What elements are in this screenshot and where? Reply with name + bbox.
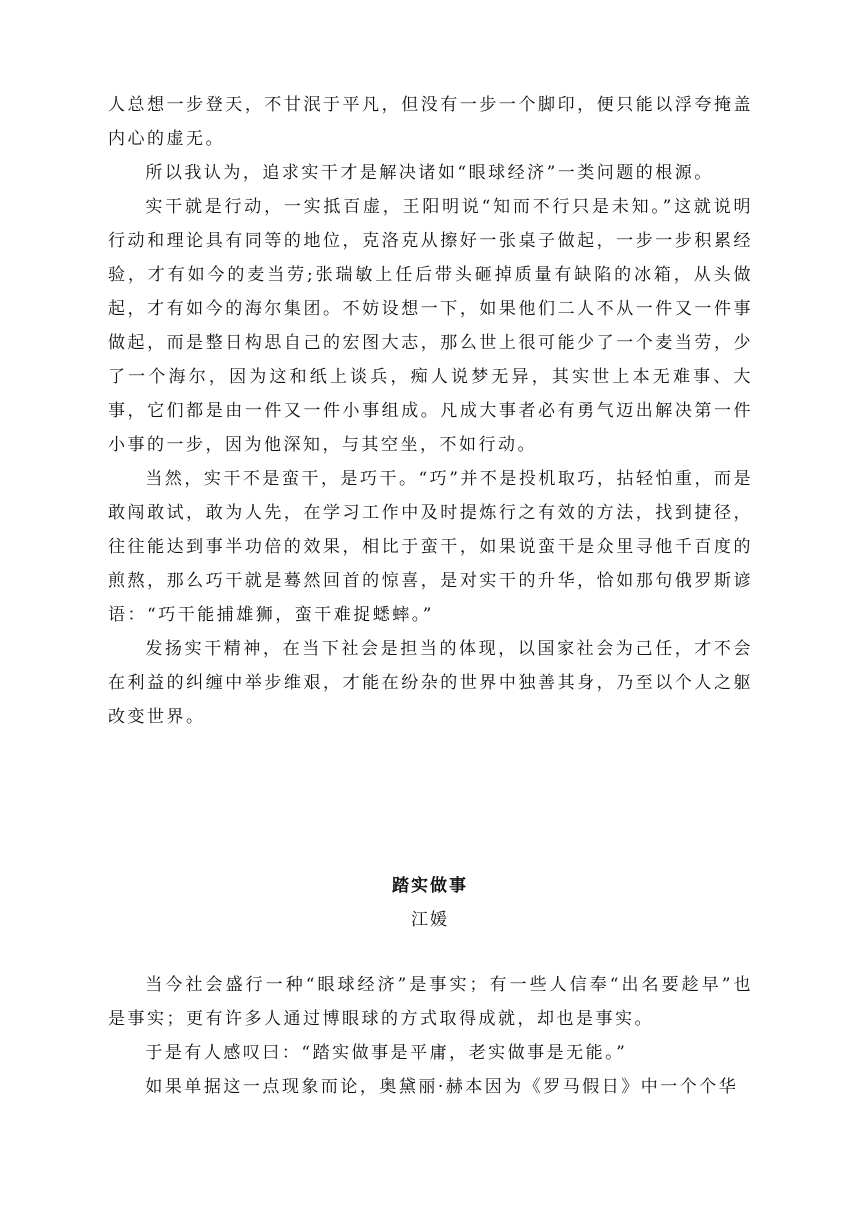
essay-author: 江媛 bbox=[411, 910, 449, 930]
paragraph: 当今社会盛行一种“眼球经济”是事实；有一些人信奉“出名要趁早”也是事实；更有许多人通过博眼球的方式取得成就，却也是事实。 bbox=[108, 975, 753, 1029]
essay-one-body bbox=[108, 88, 753, 734]
paragraph: 所以我认为，追求实干才是解决诸如“眼球经济”一类问题的根源。 bbox=[145, 163, 714, 183]
paragraph: 实干就是行动，一实抵百虚，王阳明说“知而不行只是未知。”这就说明行动和理论具有同等的地位，克洛克从擦好一张桌子做起，一步一步积累经验，才有如今的麦当劳;张瑞敏上任后带头砸掉质量有缺陷的冰箱，从头做起，才有如今的海尔集团。不妨设想一下，如果他们二人不从一件又一件事做起，而是整日构思自己的宏图大志，那么世上很可能少了一个麦当劳，少了一个海尔，因为这和纸上谈兵，痴人说梦无异，其实世上本无难事、大事，它们都是由一件又一件小事组成。凡成大事者必有勇气迈出解决第一件小事的一步，因为他深知，与其空坐，不如行动。 bbox=[108, 197, 753, 455]
essay-two-body bbox=[108, 968, 753, 1104]
paragraph: 于是有人感叹曰：“踏实做事是平庸，老实做事是无能。” bbox=[145, 1043, 628, 1063]
essay-title: 踏实做事 bbox=[392, 876, 468, 896]
paragraph-continuation: 人总想一步登天，不甘泯于平凡，但没有一步一个脚印，便只能以浮夸掩盖内心的虚无。 bbox=[108, 95, 753, 149]
paragraph: 发扬实干精神，在当下社会是担当的体现，以国家社会为己任，才不会在利益的纠缠中举步维艰，才能在纷杂的世界中独善其身，乃至以个人之躯改变世界。 bbox=[108, 639, 753, 727]
paragraph: 如果单据这一点现象而论，奥黛丽·赫本因为《罗马假日》中一个个华 bbox=[145, 1077, 739, 1097]
paragraph: 当然，实干不是蛮干，是巧干。“巧”并不是投机取巧，拈轻怕重，而是敢闯敢试，敢为人先，在学习工作中及时提炼行之有效的方法，找到捷径，往往能达到事半功倍的效果，相比于蛮干，如果说蛮干是众里寻他千百度的煎熬，那么巧干就是蓦然回首的惊喜，是对实干的升华，恰如那句俄罗斯谚语：“巧干能捕雄狮，蛮干难捉蟋蟀。” bbox=[108, 469, 753, 625]
